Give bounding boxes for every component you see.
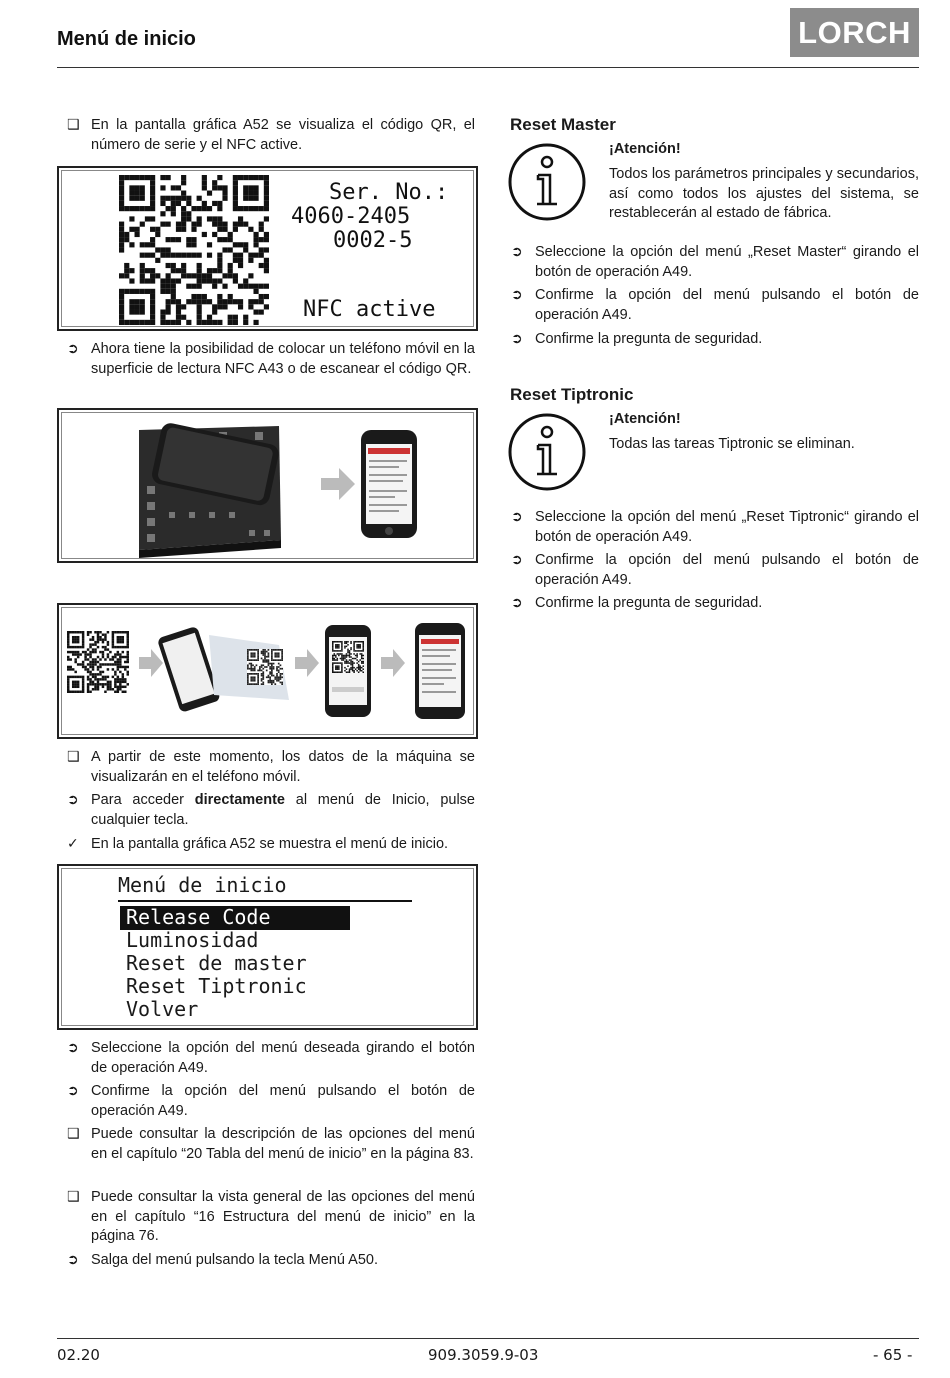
checkbox-bullet-icon: ❑ xyxy=(67,1189,80,1205)
check-icon: ✓ xyxy=(67,836,79,852)
serial-line-1: 4060-2405 xyxy=(291,204,411,229)
menu-item-reset-master[interactable]: Reset de master xyxy=(126,951,307,975)
reset-tiptronic-heading: Reset Tiptronic xyxy=(510,385,634,404)
reset-master-step-1: ➲ Seleccione la opción del menú „Reset Master“ girando el botón de operación A49. xyxy=(511,244,919,280)
menu-item-volver[interactable]: Volver xyxy=(126,997,199,1021)
bullet-see-table: ❑ Puede consultar la descripción de las opciones del menú en el capítulo “20 Tabla del menú de inicio” en la página 83. xyxy=(67,1126,475,1162)
lorch-logo: LORCH xyxy=(790,8,919,57)
nfc-status: NFC active xyxy=(303,297,436,322)
menu-item-luminosidad[interactable]: Luminosidad xyxy=(126,928,259,952)
arrow-bullet-icon: ➲ xyxy=(511,595,523,611)
menu-screen-title: Menú de inicio xyxy=(118,873,287,897)
arrow-bullet-icon: ➲ xyxy=(511,287,523,303)
qr-display-screen xyxy=(57,166,478,331)
bullet-menu-shown: ✓ En la pantalla gráfica A52 se muestra el menú de inicio. xyxy=(67,835,475,855)
footer-date: 02.20 xyxy=(57,1346,100,1364)
footer-rule xyxy=(57,1338,919,1339)
start-menu-screen xyxy=(57,864,478,1030)
serial-line-2: 0002-5 xyxy=(333,228,413,253)
footer-page-number: - 65 - xyxy=(873,1346,913,1364)
reset-master-step-2: ➲ Confirme la opción del menú pulsando el botón de operación A49. xyxy=(511,287,919,323)
arrow-bullet-icon: ➲ xyxy=(67,341,79,357)
bullet-exit-menu: ➲ Salga del menú pulsando la tecla Menú A50. xyxy=(67,1251,475,1271)
arrow-bullet-icon: ➲ xyxy=(511,509,523,525)
reset-master-attention-title: ¡Atención! xyxy=(609,141,681,157)
page-title: Menú de inicio xyxy=(57,28,196,50)
info-icon xyxy=(507,412,587,492)
reset-master-heading: Reset Master xyxy=(510,115,616,134)
nfc-phone-tap-image xyxy=(59,410,476,561)
bullet-confirm-option: ➲ Confirme la opción del menú pulsando el botón de operación A49. xyxy=(67,1083,475,1119)
menu-item-release-code[interactable]: Release Code xyxy=(126,905,271,929)
qr-code-image xyxy=(119,175,269,325)
bullet-qr-display: ❑ En la pantalla gráfica A52 se visualiza el código QR, el número de serie y el NFC active. xyxy=(67,117,475,153)
reset-tiptronic-step-2: ➲ Confirme la opción del menú pulsando el botón de operación A49. xyxy=(511,552,919,588)
reset-master-step-3: ➲ Confirme la pregunta de seguridad. xyxy=(511,330,919,350)
bullet-data-shown: ❑ A partir de este momento, los datos de la máquina se visualizarán en el teléfono móvil. xyxy=(67,749,475,785)
arrow-bullet-icon: ➲ xyxy=(511,331,523,347)
menu-title-underline xyxy=(118,900,412,902)
bullet-nfc-option: ➲ Ahora tiene la posibilidad de colocar un teléfono móvil en la superficie de lectura NFC A43 o de escanear el código QR. xyxy=(67,341,475,377)
arrow-bullet-icon: ➲ xyxy=(67,1252,79,1268)
arrow-bullet-icon: ➲ xyxy=(67,792,79,808)
reset-master-attention-text: Todos los parámetros principales y secundarios, así como todos los ajustes del sistema, se restablecerán al estado de fábrica. xyxy=(609,166,919,221)
arrow-bullet-icon: ➲ xyxy=(67,1083,79,1099)
nfc-illustration xyxy=(57,408,478,563)
qr-scan-illustration xyxy=(57,603,478,739)
arrow-bullet-icon: ➲ xyxy=(511,244,523,260)
serial-label: Ser. No.: xyxy=(329,180,449,205)
qr-scan-sequence-image xyxy=(59,605,476,737)
arrow-bullet-icon: ➲ xyxy=(511,552,523,568)
arrow-bullet-icon: ➲ xyxy=(67,1040,79,1056)
reset-tiptronic-step-3: ➲ Confirme la pregunta de seguridad. xyxy=(511,594,919,614)
bullet-select-option: ➲ Seleccione la opción del menú deseada girando el botón de operación A49. xyxy=(67,1040,475,1076)
bullet-see-structure: ❑ Puede consultar la vista general de las opciones del menú en el capítulo “16 Estructura del menú de inicio” en la página 76. xyxy=(67,1189,475,1244)
footer-doc-number: 909.3059.9-03 xyxy=(428,1346,539,1364)
reset-tiptronic-attention-title: ¡Atención! xyxy=(609,411,681,427)
header-rule xyxy=(57,67,919,68)
checkbox-bullet-icon: ❑ xyxy=(67,1126,80,1142)
checkbox-bullet-icon: ❑ xyxy=(67,117,80,133)
menu-item-reset-tiptronic[interactable]: Reset Tiptronic xyxy=(126,974,307,998)
checkbox-bullet-icon: ❑ xyxy=(67,749,80,765)
info-icon xyxy=(507,142,587,222)
reset-tiptronic-attention-text: Todas las tareas Tiptronic se eliminan. xyxy=(609,436,855,452)
bullet-direct-access: ➲ Para acceder directamente al menú de Inicio, pulse cualquier tecla. xyxy=(67,792,475,828)
reset-tiptronic-step-1: ➲ Seleccione la opción del menú „Reset Tiptronic“ girando el botón de operación A49. xyxy=(511,509,919,545)
